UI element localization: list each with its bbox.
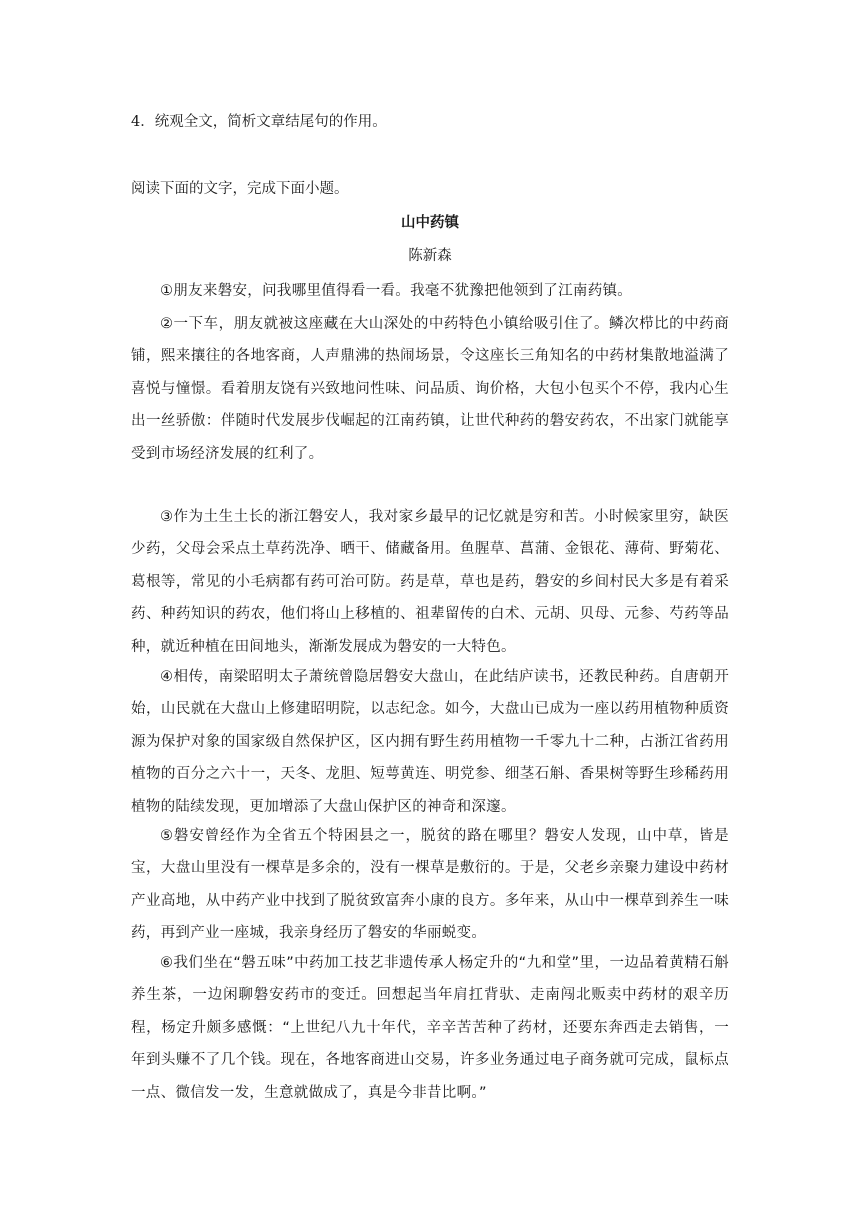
article-title: 山中药镇 bbox=[401, 214, 459, 231]
paragraph-5: ⑤磐安曾经作为全省五个特困县之一，脱贫的路在哪里？磐安人发现，山中草，皆是宝，大盘山里没有一棵草是多余的，没有一棵草是敷衍的。于是，父老乡亲聚力建设中药材产业高地，从中药产业中找到了脱贫致富奔小康的良方。多年来，从山中一棵草到养生一味药，再到产业一座城，我亲身经历了磐安的华丽蜕变。 bbox=[131, 828, 729, 942]
paragraph-3: ③作为土生土长的浙江磐安人，我对家乡最早的记忆就是穷和苦。小时候家里穷，缺医少药，父母会采点土草药洗净、晒干、储藏备用。鱼腥草、菖蒲、金银花、薄荷、野菊花、葛根等，常见的小毛病都有药可治可防。药是草，草也是药，磐安的乡间村民大多是有着采药、种药知识的药农，他们将山上移植的、祖辈留传的白术、元胡、贝母、元参、芍药等品种，就近种植在田间地头，渐渐发展成为磐安的一大特色。 bbox=[131, 509, 729, 655]
paragraph-2: ②一下车，朋友就被这座藏在大山深处的中药特色小镇给吸引住了。鳞次栉比的中药商铺，熙来攘往的各地客商，人声鼎沸的热闹场景，令这座长三角知名的中药材集散地溢满了喜悦与憧憬。看着朋友饶有兴致地问性味、问品质、询价格，大包小包买个不停，我内心生出一丝骄傲：伴随时代发展步伐崛起的江南药镇，让世代种药的磐安药农，不出家门就能享受到市场经济发展的红利了。 bbox=[131, 316, 729, 462]
paragraph-4: ④相传，南梁昭明太子萧统曾隐居磐安大盘山，在此结庐读书，还教民种药。自唐朝开始，山民就在大盘山上修建昭明院，以志纪念。如今，大盘山已成为一座以药用植物种质资源为保护对象的国家级自然保护区，区内拥有野生药用植物一千零九十二种，占浙江省药用植物的百分之六十一，天冬、龙胆、短萼黄连、明党参、细茎石斛、香果树等野生珍稀药用植物的陆续发现，更加增添了大盘山保护区的神奇和深邃。 bbox=[131, 669, 729, 815]
paragraph-6: ⑥我们坐在“磐五味”中药加工技艺非遗传承人杨定升的“九和堂”里，一边品着黄精石斛养生茶，一边闲聊磐安药市的变迁。回想起当年肩扛背驮、走南闯北贩卖中药材的艰辛历程，杨定升颇多感慨：“上世纪八九十年代，辛辛苦苦种了药材，还要东奔西走去销售，一年到头赚不了几个钱。现在，各地客商进山交易，许多业务通过电子商务就可完成，鼠标点一点、微信发一发，生意就做成了，真是今非昔比啊。” bbox=[131, 955, 729, 1101]
question-4: 4．统观全文，简析文章结尾句的作用。 bbox=[131, 114, 387, 130]
reading-instruction: 阅读下面的文字，完成下面小题。 bbox=[131, 181, 349, 197]
article-author: 陈新森 bbox=[408, 248, 452, 264]
paragraph-1: ①朋友来磐安，问我哪里值得看一看。我毫不犹豫把他领到了江南药镇。 bbox=[160, 283, 633, 299]
